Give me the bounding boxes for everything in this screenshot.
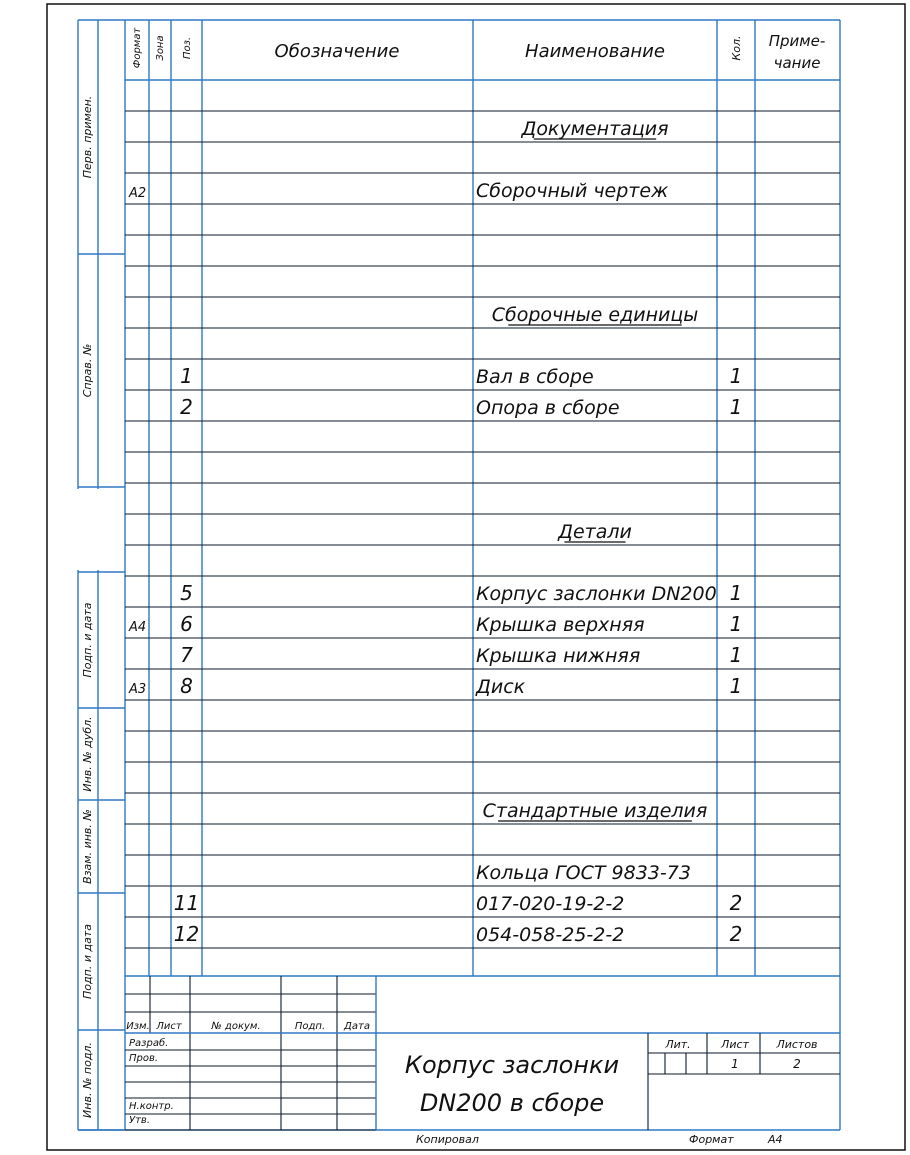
strip-label-top: Справ. № — [81, 343, 94, 398]
spec-table-body — [128, 118, 742, 946]
table-row — [180, 395, 742, 419]
table-row — [128, 612, 742, 636]
tb-sheet-value: 1 — [731, 1057, 739, 1071]
tb-sheet-label: Лист — [721, 1038, 749, 1051]
tb-role-checker: Пров. — [129, 1053, 159, 1064]
section-heading: Детали — [558, 521, 632, 543]
spec-table-grid — [78, 20, 840, 1130]
header-designation: Обозначение — [274, 41, 400, 62]
row-position: 11 — [173, 891, 200, 915]
row-position: 2 — [180, 395, 193, 419]
table-row — [483, 800, 708, 822]
header-pos: Поз. — [182, 36, 193, 60]
title-block — [125, 976, 840, 1130]
tb-header-date: Дата — [344, 1021, 370, 1032]
row-position: 8 — [180, 674, 193, 698]
row-name: Вал в сборе — [476, 366, 594, 388]
tb-lit-label: Лит. — [665, 1038, 691, 1051]
tb-header-sign: Подп. — [294, 1021, 326, 1032]
header-name: Наименование — [525, 41, 665, 62]
strip-label-bottom: Инв. № подл. — [81, 1042, 94, 1118]
row-quantity: 2 — [729, 891, 743, 915]
row-quantity: 1 — [729, 395, 743, 419]
section-heading: Стандартные изделия — [482, 800, 708, 822]
row-name: Опора в сборе — [476, 397, 620, 419]
tb-header-izm: Изм. — [126, 1021, 150, 1032]
row-quantity: 1 — [729, 364, 743, 388]
row-position: 12 — [173, 922, 200, 946]
row-position: 6 — [180, 612, 193, 636]
spec-table-header — [132, 27, 825, 72]
footer-format-label: Формат — [689, 1133, 734, 1146]
row-format: A3 — [129, 682, 147, 697]
section-heading: Документация — [521, 118, 669, 140]
row-quantity: 1 — [729, 643, 743, 667]
footer-format-value: A4 — [768, 1133, 783, 1146]
section-heading: Сборочные единицы — [491, 304, 699, 326]
footer-copied: Копировал — [416, 1133, 479, 1146]
tb-header-doc-no: № докум. — [211, 1021, 261, 1032]
strip-label-bottom: Подп. и дата — [81, 924, 94, 999]
tb-role-approved: Утв. — [129, 1115, 150, 1126]
row-name: Сборочный чертеж — [476, 180, 669, 202]
header-qty: Кол. — [730, 35, 743, 61]
table-row — [128, 180, 668, 202]
table-row — [476, 862, 691, 884]
row-name: Диск — [476, 676, 526, 698]
sheet-edge — [47, 4, 905, 1150]
table-row — [492, 304, 699, 326]
row-name: Корпус заслонки DN200 — [476, 583, 717, 605]
strip-label-bottom: Взам. инв. № — [81, 809, 94, 884]
row-position: 5 — [180, 581, 193, 605]
table-row — [180, 581, 742, 605]
tb-header-list: Лист — [156, 1021, 182, 1032]
tb-role-norm-control: Н.контр. — [129, 1101, 174, 1112]
document-title-line1: Корпус заслонки — [404, 1051, 620, 1079]
strip-label-top: Перв. примен. — [81, 95, 94, 179]
header-format: Формат — [132, 27, 143, 69]
row-quantity: 2 — [729, 922, 743, 946]
strip-gap — [76, 489, 123, 570]
row-position: 7 — [180, 643, 193, 667]
table-row — [557, 521, 632, 543]
row-name: Крышка нижняя — [476, 645, 641, 667]
strip-label-bottom: Подп. и дата — [81, 602, 94, 678]
document-title-line2: DN200 в сборе — [419, 1089, 605, 1117]
row-quantity: 1 — [729, 674, 743, 698]
table-row — [520, 118, 668, 140]
left-binding-strip — [76, 96, 125, 1130]
table-row — [180, 364, 742, 388]
header-zone: Зона — [155, 35, 166, 61]
table-row — [180, 643, 742, 667]
row-quantity: 1 — [729, 612, 743, 636]
tb-sheets-label: Листов — [776, 1038, 818, 1051]
tb-role-developer: Разраб. — [129, 1038, 169, 1049]
tb-sheets-value: 2 — [793, 1057, 801, 1071]
table-row — [174, 922, 743, 946]
table-row — [128, 674, 742, 698]
table-row — [174, 891, 743, 915]
row-name: Кольца ГОСТ 9833-73 — [476, 862, 691, 884]
row-name: Крышка верхняя — [476, 614, 645, 636]
row-name: 054-058-25-2-2 — [476, 924, 625, 946]
header-note-line1: Приме- — [768, 32, 826, 50]
row-name: 017-020-19-2-2 — [476, 893, 625, 915]
row-format: A2 — [129, 186, 147, 201]
row-format: A4 — [129, 620, 147, 635]
row-quantity: 1 — [729, 581, 743, 605]
header-note-line2: чание — [773, 54, 821, 72]
row-position: 1 — [180, 364, 193, 388]
strip-label-bottom: Инв. № дубл. — [81, 716, 94, 792]
